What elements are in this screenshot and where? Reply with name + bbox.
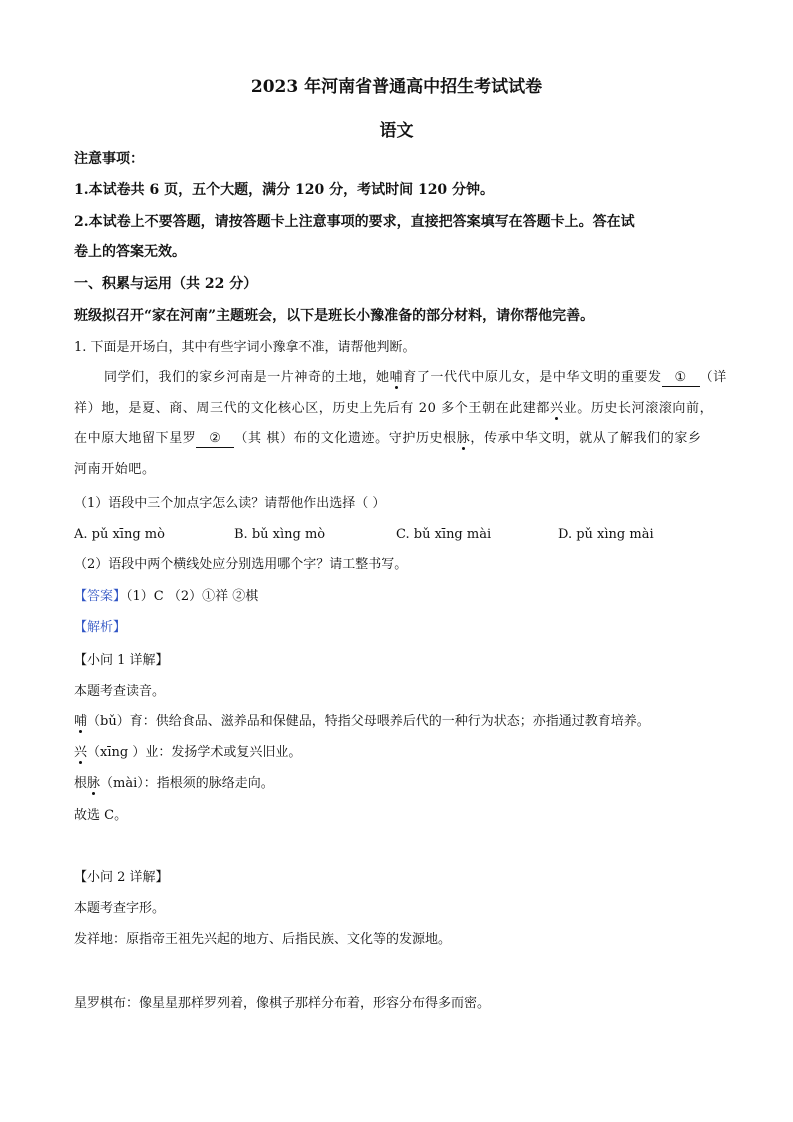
sub-question-2: （2）语段中两个横线处应分别选用哪个字？请工整书写。	[74, 557, 408, 572]
dotted-char-mai: 脉	[456, 431, 471, 446]
notice-item-2-line-1: 2.本试卷上不要答题，请按答题卡上注意事项的要求，直接把答案填写在答题卡上。答在试	[74, 214, 635, 230]
part-1-line	[74, 714, 650, 730]
part-2-line: 发祥地：原指帝王祖先兴起的地方、后指民族、文化等的发源地。	[74, 932, 452, 947]
passage-text: ，传承中华文明，就从了解我们的家乡	[470, 431, 702, 446]
answer-options	[74, 527, 734, 543]
part-1-heading: 【小问 1 详解】	[74, 653, 169, 668]
dotted-char-xing: 兴	[550, 401, 564, 416]
exam-title: 2023 年河南省普通高中招生考试试卷	[250, 77, 543, 97]
passage-text: 育了一代代中原儿女，是中华文明的重要发	[403, 370, 662, 385]
passage-line-3	[74, 431, 702, 448]
sub-question-1: （1）语段中三个加点字怎么读？请帮他作出选择（ ）	[74, 496, 386, 511]
definition-text: （xīng ）业：发扬学术或复兴旧业。	[87, 745, 302, 760]
part-1-line	[74, 776, 274, 792]
passage-text: 祥）地，是夏、商、周三代的文化核心区，历史上先后有 20 多个王朝在此建都	[74, 401, 551, 416]
option-a: A. pǔ xīng mò	[74, 527, 165, 542]
passage-text: 同学们，我们的家乡河南是一片神奇的土地，她	[104, 370, 390, 385]
dotted-char-bu: 哺	[74, 714, 88, 729]
part-1-line: 故选 C。	[74, 808, 128, 823]
part-2-heading: 【小问 2 详解】	[74, 870, 169, 885]
notice-item-2-line-2: 卷上的答案无效。	[74, 244, 186, 260]
blank-1: ①	[662, 370, 700, 387]
dotted-char-bu: 哺	[389, 370, 404, 385]
definition-text: （mài）：指根须的脉络走向。	[100, 776, 274, 791]
part-2-line: 星罗棋布：像星星那样罗列着，像棋子那样分布着，形容分布得多而密。	[74, 996, 491, 1011]
dotted-char-mai: 脉	[87, 776, 101, 791]
passage-text: 业。历史长河滚滚向前，	[563, 401, 714, 416]
passage-text: （其 棋）布的文化遗迹。守护历史根	[234, 431, 457, 446]
notice-item-1: 1.本试卷共 6 页，五个大题，满分 120 分，考试时间 120 分钟。	[74, 182, 495, 198]
notice-heading: 注意事项：	[74, 151, 144, 167]
blank-2: ②	[196, 431, 234, 448]
option-b: B. bǔ xìng mò	[234, 527, 326, 542]
passage-text: （详	[699, 370, 727, 385]
passage-text: 在中原大地留下星罗	[74, 431, 197, 446]
definition-text: 根	[74, 776, 88, 791]
passage-line-2	[74, 401, 713, 417]
part-1-line: 本题考查读音。	[74, 684, 166, 699]
answer-label: 【答案】	[74, 589, 127, 604]
option-d: D. pǔ xìng mài	[558, 527, 654, 542]
dotted-char-xing: 兴	[74, 745, 88, 760]
part-1-line	[74, 745, 301, 761]
passage-line-1	[104, 370, 727, 387]
passage-line-4: 河南开始吧。	[74, 462, 156, 477]
option-c: C. bǔ xīng mài	[396, 527, 492, 542]
question-1-stem: 1. 下面是开场白，其中有些字词小豫拿不准，请帮他判断。	[74, 340, 416, 355]
definition-text: （bǔ）育：供给食品、滋养品和保健品，特指父母喂养后代的一种行为状态；亦指通过教育培养。	[87, 714, 650, 729]
answer-text: （1）C （2）①祥 ②棋	[126, 589, 259, 604]
section-1-heading: 一、积累与运用（共 22 分）	[74, 276, 258, 292]
part-2-line: 本题考查字形。	[74, 901, 166, 916]
exam-subject: 语文	[379, 121, 414, 141]
analysis-label: 【解析】	[74, 620, 127, 635]
answer-line	[74, 589, 258, 605]
section-1-intro: 班级拟召开“家在河南”主题班会，以下是班长小豫准备的部分材料，请你帮他完善。	[74, 308, 595, 324]
